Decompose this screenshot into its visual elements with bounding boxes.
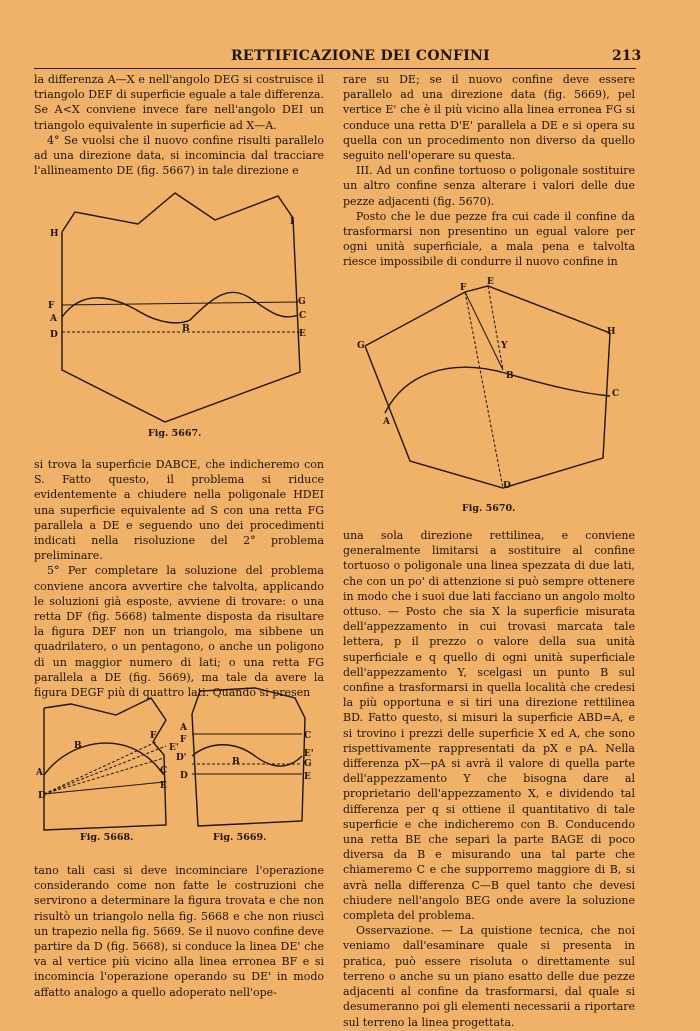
fig-label: E' <box>169 743 179 753</box>
fig-label: E <box>304 772 311 782</box>
figure-5669 <box>176 686 320 826</box>
fig-label: B <box>74 741 82 751</box>
fig-label: E <box>299 329 306 339</box>
figure-5667 <box>40 190 320 430</box>
fig-label: F <box>180 735 187 745</box>
paragraph: si trova la superficie DABCE, che indicheremo con S. Fatto questo, il problema si riduce evidentemente a chiudere nella poligonale HDEI una superficie equivalente ad S con una retta FG parallela a DE e seguendo uno dei procedimenti indicati nella risoluzione del 2° problema preliminare. <box>34 458 324 563</box>
paragraph: III. Ad un confine tortuoso o poligonale sostituire un altro confine senza alterare i valori delle due pezze adjacenti (fig. 5670). <box>343 164 635 208</box>
fig-label: C <box>304 731 312 741</box>
left-column-bottom <box>34 863 324 1000</box>
figure-caption: Fig. 5667. <box>148 428 202 439</box>
paragraph: tano tali casi si deve incominciare l'operazione considerando come non fatte le costruzioni che servirono a determinare la figura trovata e che non risultò un triangolo nella fig. 5668 e che non riuscì un trapezio nella fig. 5669. Se il nuovo confine deve partire da D (fig. 5668), si conduce la linea DE' che va al vertice più vicino alla linea erronea BF e si incomincia l'operazione operando su DE' in modo affatto analogo a quello adoperato nell'ope- <box>34 864 324 999</box>
fig-label: H <box>607 327 616 337</box>
figure-5668 <box>36 690 186 825</box>
fig-label: A <box>36 768 43 778</box>
fig-label: E' <box>304 749 314 759</box>
figure-caption: Fig. 5669. <box>213 832 267 843</box>
fig-label: F <box>150 731 157 741</box>
fig-label: C <box>299 311 307 321</box>
running-header-title: RETTIFICAZIONE DEI CONFINI <box>231 48 490 64</box>
right-column-top <box>343 72 635 270</box>
paragraph: una sola direzione rettilinea, e conviene generalmente limitarsi a sostituire al confine tortuoso o poligonale una linea spezzata di due lati, che con un po' di attenzione si può sempre ottenere in modo che i suoi due lati facciano un angolo molto ottuso. — Posto che sia X la superficie misurata dell'appezzamento in cui trovasi marcata tale lettera, p il prezzo o valore della sua unità superficiale e q quello di ogni unità superficiale dell'appezzamento Y, scelgasi un punto B sul confine a trasformarsi in quella località che credesi la più opportuna e si tiri una direzione rettilinea BD. Fatto questo, si misuri la superficie ABD=A, e si trovino i prezzi delle superficie X ed A, che sono rispettivamente rappresentati da pX e pA. Nella differenza pX—pA si avrà il valore di quella parte dell'appezzamento Y che bisogna dare al proprietario dell'appezzamento X, e dividendo tal differenza per q si ottiene il quantitativo di tale superficie e che indicheremo con B. Conducendo una retta BE che separi la parte BAGE di poco diversa da B e misurando una tal parte che chiameremo C e che supporremo maggiore di B, si avrà nella differenza C—B quel tanto che devesi chiudere nell'angolo BEG onde avere la soluzione completa del problema. <box>343 529 635 923</box>
fig-label: C <box>612 389 620 399</box>
fig-label: Y <box>501 341 508 351</box>
fig-label: H <box>50 229 59 239</box>
fig-label: G <box>304 759 312 769</box>
figure-caption: Fig. 5670. <box>462 503 516 514</box>
fig-label: C <box>160 766 168 776</box>
header-rule <box>34 68 636 69</box>
left-column-mid <box>34 457 324 700</box>
fig-label: F <box>48 301 55 311</box>
fig-label: A <box>180 723 187 733</box>
fig-label: E <box>487 277 494 287</box>
fig-label: F <box>460 283 467 293</box>
figure-caption: Fig. 5668. <box>80 832 134 843</box>
fig-label: A <box>383 417 390 427</box>
fig-label: B <box>232 757 240 767</box>
fig-label: D <box>503 481 511 491</box>
fig-label: A <box>50 314 57 324</box>
fig-label: D <box>50 330 58 340</box>
fig-label: D <box>180 771 188 781</box>
paragraph: la differenza A—X e nell'angolo DEG si costruisce il triangolo DEF di superficie eguale a tale differenza. Se A<X conviene invece fare nell'angolo DEI un triangolo equivalente in superficie ad X—A. <box>34 73 324 132</box>
fig-label: E <box>160 781 167 791</box>
paragraph: Osservazione. — La quistione tecnica, che noi veniamo dall'esaminare quale si presenta in pratica, può essere risoluta o direttamente sul terreno o anche su un piano esatto delle due pezze adjacenti al confine da trasformarsi, dal quale si desumeranno poi gli elementi necessarii a riportare sul terreno la linea progettata. <box>343 924 635 1029</box>
left-column-top <box>34 72 324 178</box>
page-number: 213 <box>612 48 642 64</box>
fig-label: G <box>357 341 365 351</box>
paragraph: rare su DE; se il nuovo confine deve essere parallelo ad una direzione data (fig. 5669), pel vertice E' che è il più vicino alla linea erronea FG si conduce una retta D'E' parallela a DE e si opera su quella con un procedimento non diverso da quello seguito nell'operare su questa. <box>343 73 635 163</box>
paragraph: 5° Per completare la soluzione del problema conviene ancora avvertire che talvolta, applicando le soluzioni già esposte, avviene di trovare: o una retta DF (fig. 5668) talmente disposta da risultare la figura DEF non un triangolo, ma sibbene un quadrilatero, o un pentagono, o anche un poligono di un maggior numero di lati; o una retta FG parallela a DE (fig. 5669), ma tale da avere la figura DEGF più di quattro lati. Quando si presen <box>34 564 324 700</box>
fig-label: B <box>182 324 190 334</box>
paragraph: 4° Se vuolsi che il nuovo confine risulti parallelo ad una direzione data, si incomincia dal tracciare l'allineamento DE (fig. 5667) in tale direzione e <box>34 133 324 178</box>
fig-label: D <box>38 791 46 801</box>
paragraph: Posto che le due pezze fra cui cade il confine da trasformarsi non presentino un egual valore per ogni unità superficiale, a mala pena e talvolta riesce impossibile di condurre il nuovo confine in <box>343 209 635 269</box>
right-column-bottom <box>343 528 635 1030</box>
fig-label: D' <box>176 753 187 763</box>
fig-label: I <box>290 217 295 227</box>
fig-label: B <box>506 371 514 381</box>
fig-label: G <box>298 297 306 307</box>
figure-5670 <box>355 278 635 498</box>
